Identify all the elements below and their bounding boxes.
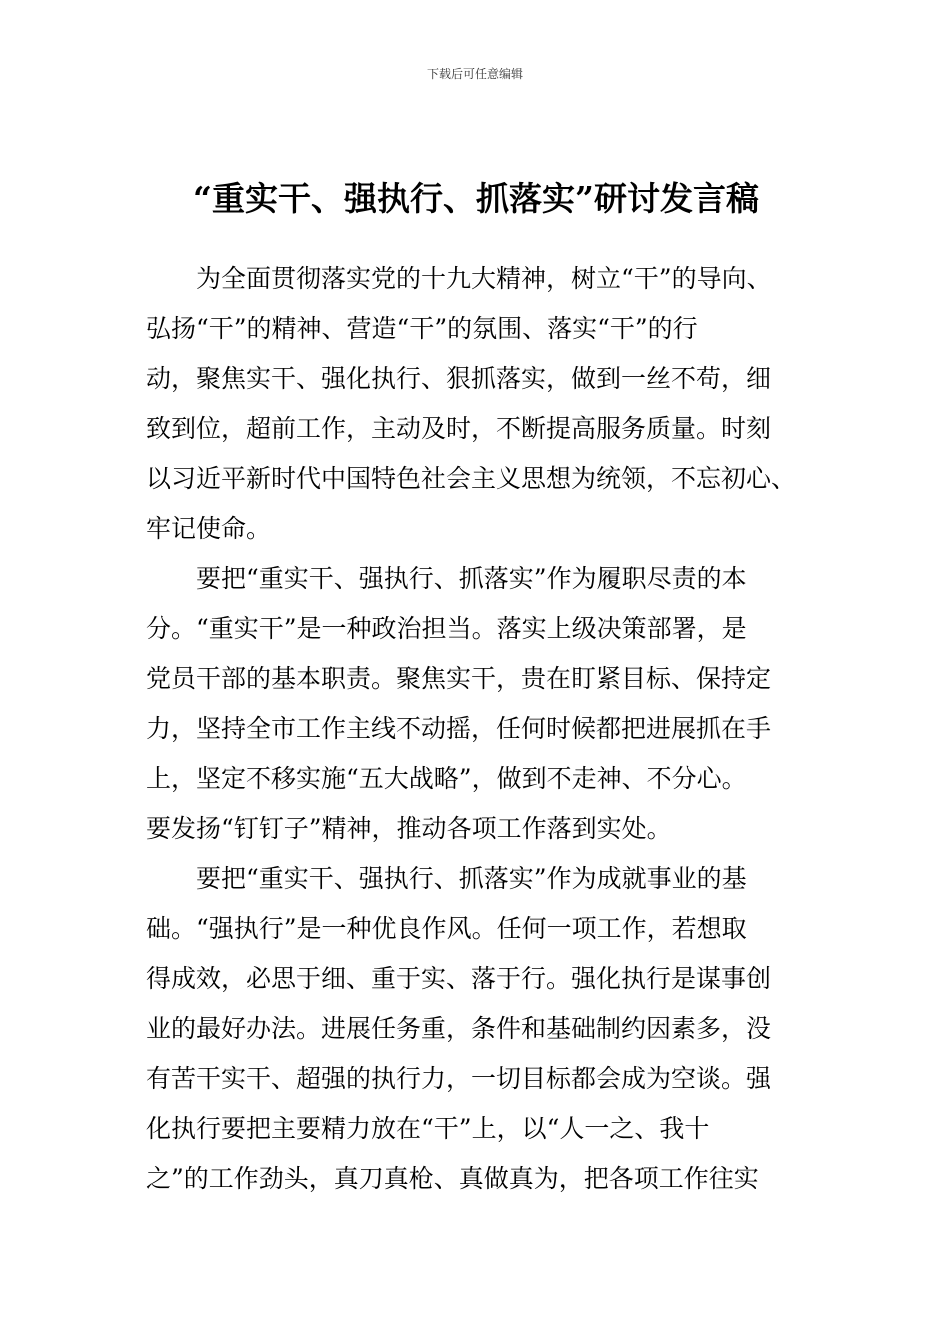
- document-body: [146, 254, 806, 1204]
- text-line: 有苦干实干、超强的执行力，一切目标都会成为空谈。强: [146, 1064, 772, 1093]
- text-line: 力，坚持全市工作主线不动摇，任何时候都把进展抓在手: [146, 714, 772, 743]
- text-line: 础。“强执行”是一种优良作风。任何一项工作，若想取: [146, 914, 747, 943]
- text-line: 要把“重实干、强执行、抓落实”作为成就事业的基: [146, 864, 747, 893]
- text-line: 为全面贯彻落实党的十九大精神，树立“干”的导向、: [146, 264, 772, 293]
- text-line: 以习近平新时代中国特色社会主义思想为统领，不忘初心、: [146, 464, 797, 493]
- text-line: 要发扬“钉钉子”精神，推动各项工作落到实处。: [146, 814, 672, 843]
- text-line: 分。“重实干”是一种政治担当。落实上级决策部署，是: [146, 614, 747, 643]
- document-title: “重实干、强执行、抓落实”研讨发言稿: [193, 179, 759, 218]
- text-line: 致到位，超前工作，主动及时，不断提高服务质量。时刻: [146, 414, 772, 443]
- text-line: 之”的工作劲头，真刀真枪、真做真为，把各项工作往实: [146, 1164, 759, 1193]
- text-line: 化执行要把主要精力放在“干”上，以“人一之、我十: [146, 1114, 710, 1143]
- text-line: 上，坚定不移实施“五大战略”，做到不走神、不分心。: [146, 764, 747, 793]
- text-line: 得成效，必思于细、重于实、落于行。强化执行是谋事创: [146, 964, 772, 993]
- header-note: 下载后可任意编辑: [426, 67, 523, 81]
- text-line: 牢记使命。: [146, 514, 272, 543]
- text-line: 要把“重实干、强执行、抓落实”作为履职尽责的本: [146, 564, 747, 593]
- text-line: 弘扬“干”的精神、营造“干”的氛围、落实“干”的行: [146, 314, 698, 343]
- text-line: 业的最好办法。进展任务重，条件和基础制约因素多，没: [146, 1014, 772, 1043]
- text-line: 党员干部的基本职责。聚焦实干，贵在盯紧目标、保持定: [146, 664, 772, 693]
- text-line: 动，聚焦实干、强化执行、狠抓落实，做到一丝不苟，细: [146, 364, 772, 393]
